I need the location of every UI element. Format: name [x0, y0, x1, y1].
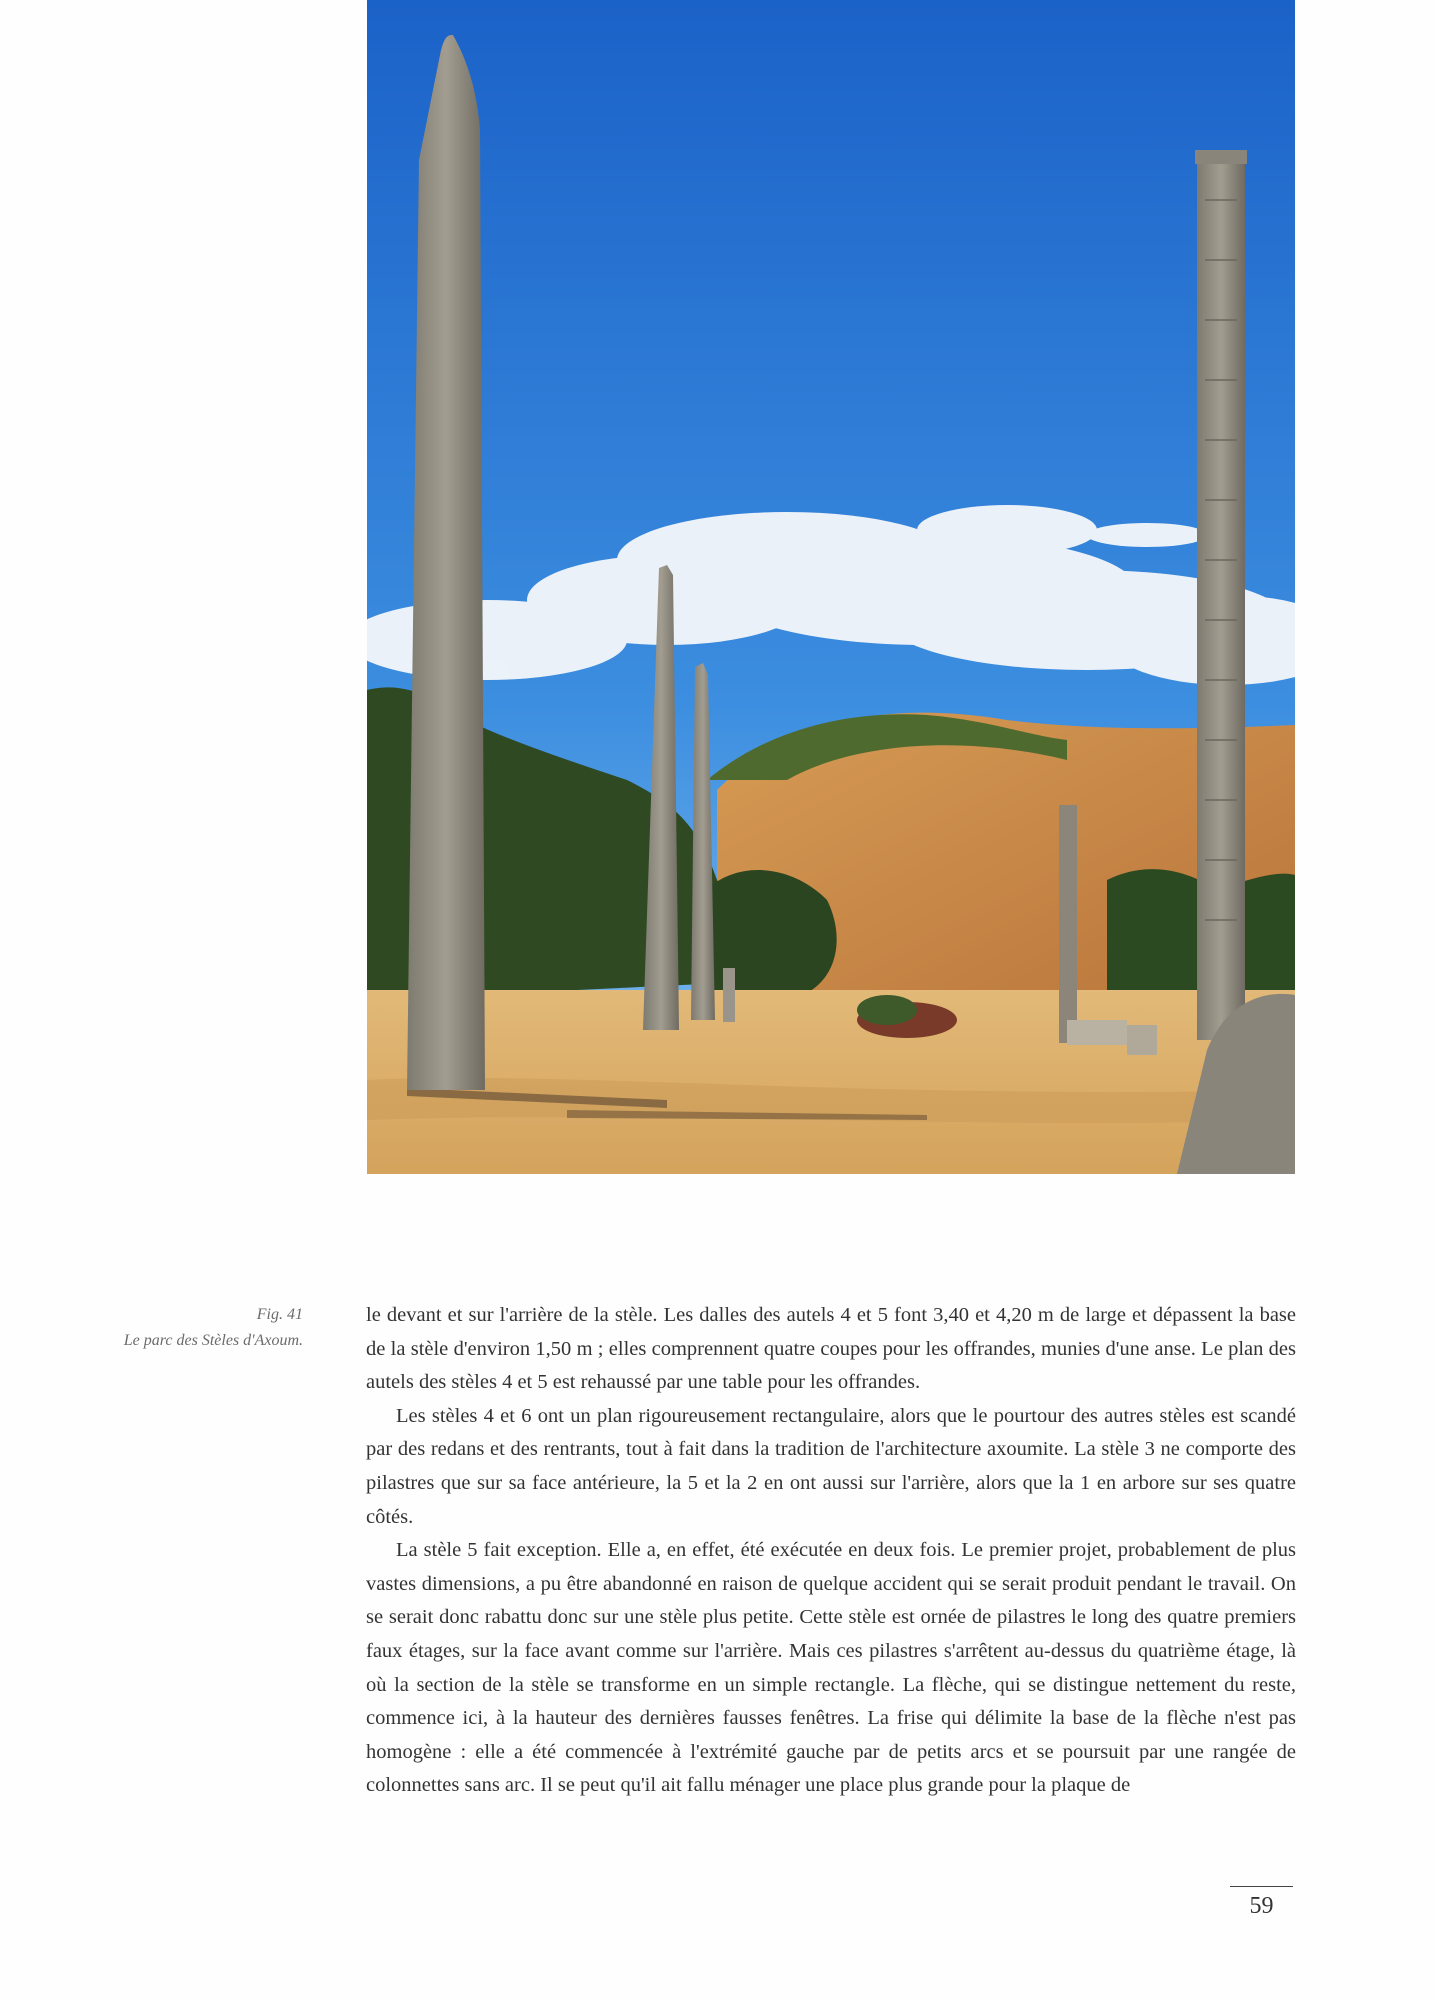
figure-title: Le parc des Stèles d'Axoum. — [123, 1332, 303, 1349]
paragraph: le devant et sur l'arrière de la stèle. Les dalles des autels 4 et 5 font 3,40 et 4,20 m de large et dépassent la base de la stèle d'environ 1,50 m ; elles comprennent quatre coupes pour les offrandes, munies d'une anse. Le plan des autels des stèles 4 et 5 est rehaussé par une table pour les offrandes. — [366, 1304, 1296, 1394]
figure-caption — [40, 1302, 303, 1354]
paragraph: Les stèles 4 et 6 ont un plan rigoureusement rectangulaire, alors que le pourtour des autres stèles est scandé par des redans et des rentrants, tout à fait dans la tradition de l'architecture axoumite. La stèle 3 ne comporte des pilastres que sur sa face antérieure, la 5 et la 2 en ont aussi sur l'arrière, alors que la 1 en arbore sur ses quatre côtés. — [366, 1404, 1296, 1528]
stelae-photo — [367, 0, 1295, 1174]
body-text — [366, 1299, 1296, 1803]
figure-number: Fig. 41 — [256, 1306, 303, 1323]
paragraph: La stèle 5 fait exception. Elle a, en effet, été exécutée en deux fois. Le premier projet, probablement de plus vastes dimensions, a pu être abandonné en raison de quelque accident qui se serait produit pendant le travail. On se serait donc rabattu donc sur une stèle plus petite. Cette stèle est ornée de pilastres le long des quatre premiers faux étages, sur la face avant comme sur l'arrière. Mais ces pilastres s'arrêtent au-dessus du quatrième étage, là où la section de la stèle se transforme en un simple rectangle. La flèche, qui se distingue nettement du reste, commence ici, à la hauteur des dernières fausses fenêtres. La frise qui délimite la base de la flèche n'est pas homogène : elle a été commencée à l'extrémité gauche par de petits arcs et se poursuit par une rangée de colonnettes sans arc. Il se peut qu'il ait fallu ménager une place plus grande pour la plaque de — [366, 1539, 1296, 1797]
page-number-rule — [1230, 1886, 1293, 1887]
page-number: 59 — [1249, 1893, 1274, 1919]
